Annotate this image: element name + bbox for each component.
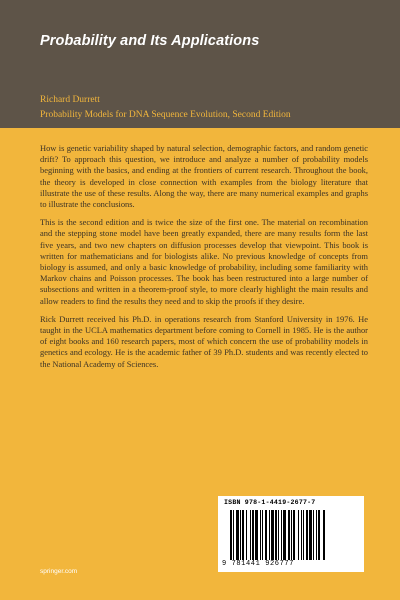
barcode-bar: [278, 510, 279, 560]
barcode-bar: [265, 510, 267, 560]
barcode-bar: [281, 510, 282, 560]
barcode-bar: [275, 510, 277, 560]
top-band: [0, 0, 400, 128]
barcode-bar: [288, 510, 290, 560]
author-name: Richard Durrett: [40, 95, 100, 105]
barcode-bar: [262, 510, 263, 560]
author-bio-paragraph: Rick Durrett received his Ph.D. in operations research from Stanford University in 1976. He taught in the UCLA mathematics department before coming to Cornell in 1985. He is the author of eight books and 160 research papers, most of which concern the use of probability models in genetics and ecology. He is the academic father of 39 Ph.D. students and was recently elected to the National Academy of Sciences.: [40, 313, 368, 369]
barcode-bar: [252, 510, 254, 560]
barcode-bar: [303, 510, 304, 560]
barcode-icon: [228, 510, 354, 560]
barcode-bar: [230, 510, 232, 560]
barcode-bar: [301, 510, 302, 560]
barcode-bar: [291, 510, 292, 560]
barcode-bar: [236, 510, 239, 560]
barcode-bar: [255, 510, 258, 560]
barcode-bar: [242, 510, 244, 560]
barcode-bar: [246, 510, 247, 560]
barcode-bar: [240, 510, 241, 560]
barcode-bar: [298, 510, 299, 560]
barcode-bar: [283, 510, 286, 560]
barcode-bar: [269, 510, 270, 560]
book-title: Probability Models for DNA Sequence Evolution, Second Edition: [40, 110, 291, 120]
barcode-bar: [306, 510, 308, 560]
barcode-bar: [260, 510, 261, 560]
barcode-bar: [233, 510, 234, 560]
ean-digits: 9 781441 926777: [222, 560, 295, 568]
description-paragraph: How is genetic variability shaped by natural selection, demographic factors, and random genetic drift? To approach this question, we introduce and analyze a number of probability models beginning with the basics, and ending at the frontiers of current research. Throughout the book, the theory is developed in close connection with examples from the biology literature that illustrate the use of these results. Along the way, there are many numerical examples and graphs to illustrate the conclusions.: [40, 143, 368, 210]
barcode-bar: [309, 510, 312, 560]
barcode-bar: [293, 510, 295, 560]
barcode-bar: [316, 510, 317, 560]
barcode-bar: [313, 510, 314, 560]
series-title: Probability and Its Applications: [40, 33, 260, 49]
barcode-bar: [323, 510, 325, 560]
isbn-barcode-box: [218, 496, 364, 572]
isbn-label: ISBN 978-1-4419-2677-7: [224, 499, 316, 506]
publisher-url: springer.com: [40, 568, 78, 575]
description-paragraph: This is the second edition and is twice the size of the first one. The material on recombination and the stepping stone model have been greatly expanded, there are many results form the last five years, and two new chapters on diffusion processes develop that viewpoint. This book is written for mathematicians and for biologists alike. No previous knowledge of concepts from biology is assumed, and only a basic knowledge of probability, including some familiarity with Markov chains and Poisson processes. The book has been restructured into a large number of subsections and written in a theorem-proof style, to more clearly highlight the main results and allow readers to find the results they need and to skip the proofs if they desire.: [40, 217, 368, 306]
barcode-bar: [250, 510, 251, 560]
back-cover-description: [40, 143, 368, 377]
barcode-bar: [318, 510, 320, 560]
barcode-bar: [271, 510, 274, 560]
